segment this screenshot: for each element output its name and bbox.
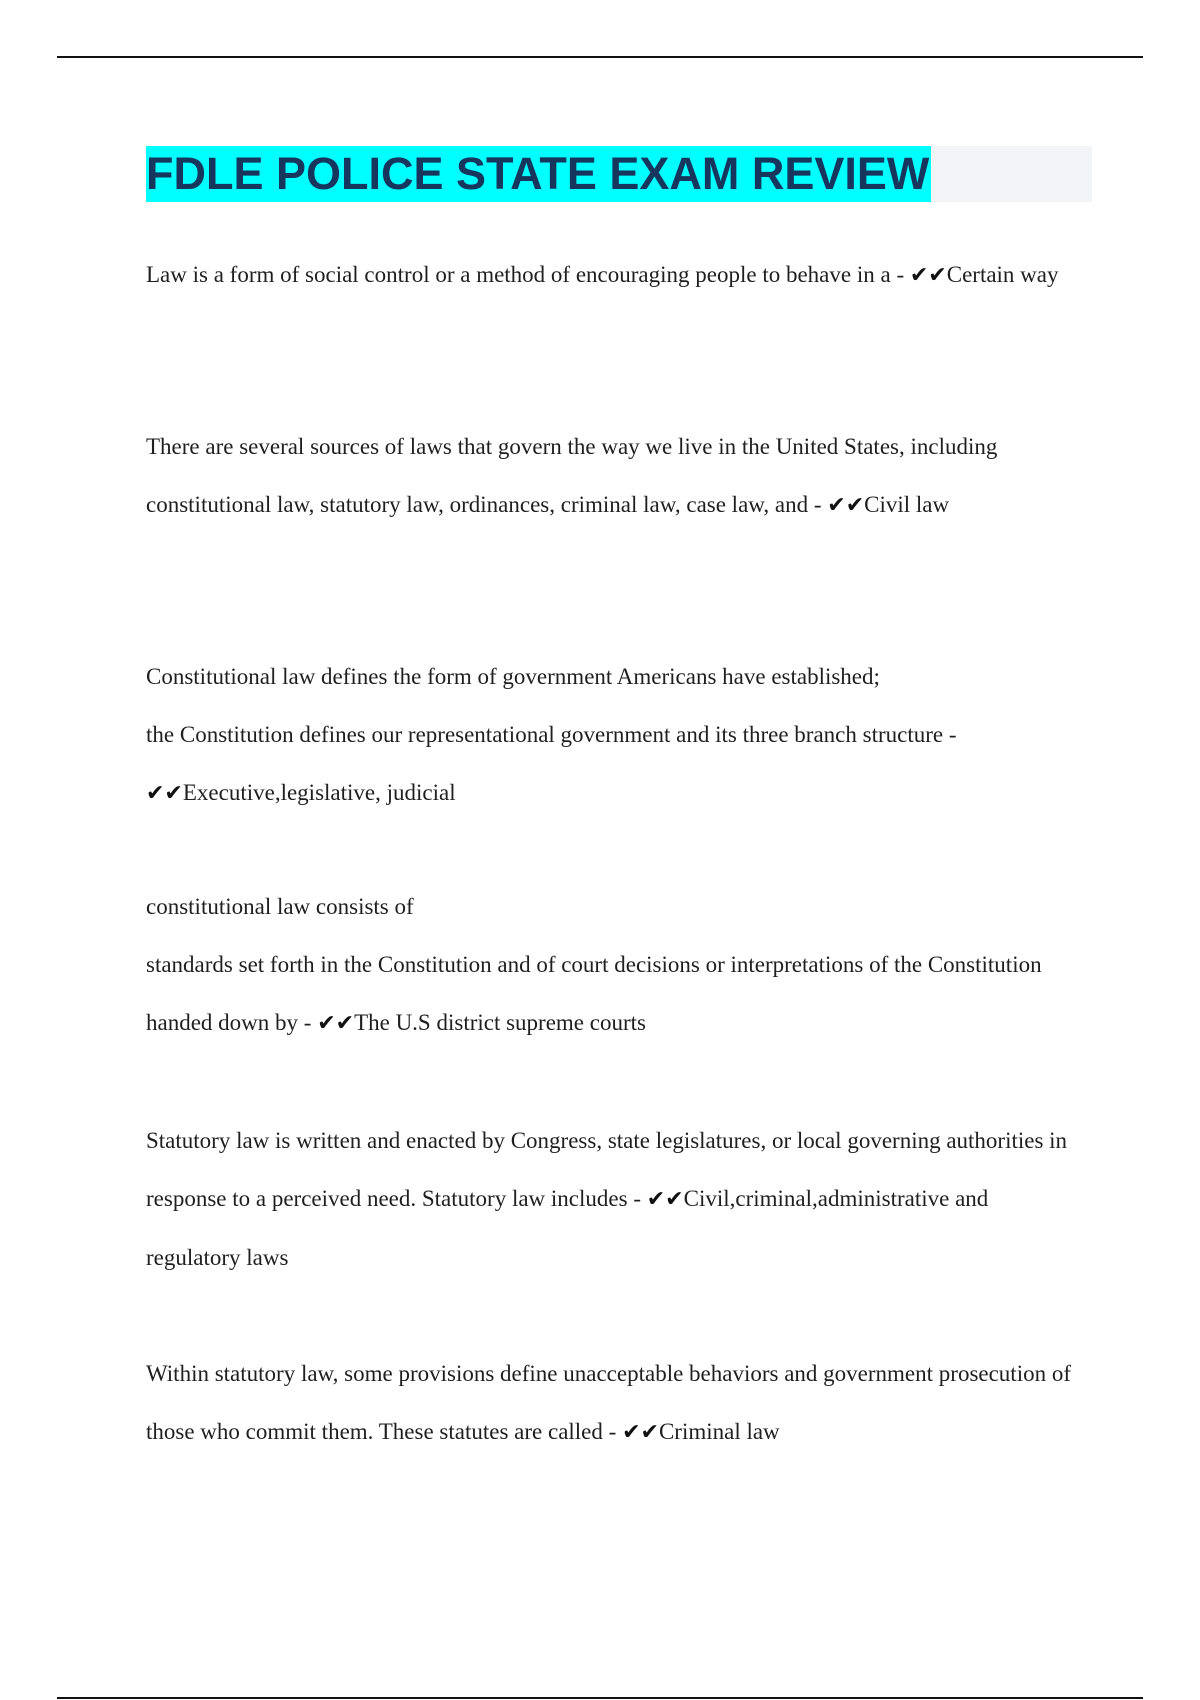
double-check-icon: ✔✔	[622, 1420, 659, 1445]
qa-entry	[146, 1112, 1086, 1287]
page-title: FDLE POLICE STATE EXAM REVIEW	[146, 146, 931, 202]
double-check-icon: ✔✔	[317, 1011, 355, 1036]
qa-entry	[146, 1345, 1086, 1462]
question-text: constitutional law consists of standards set forth in the Constitution and of court decisions or interpretations of the Constitution handed down by -	[146, 894, 1042, 1035]
top-rule	[57, 56, 1143, 58]
bottom-rule	[57, 1697, 1143, 1699]
double-check-icon: ✔✔	[146, 781, 183, 806]
answer-text: Civil law	[864, 492, 950, 517]
qa-entry	[146, 418, 1086, 535]
answer-text: The U.S district supreme courts	[354, 1010, 646, 1035]
question-text: Law is a form of social control or a method of encouraging people to behave in a -	[146, 262, 910, 287]
qa-entry	[146, 246, 1086, 305]
question-text: Within statutory law, some provisions define unacceptable behaviors and government prosecution of those who commit them. These statutes are called -	[146, 1361, 1077, 1444]
qa-entry	[146, 878, 1086, 1053]
answer-text: Criminal law	[658, 1419, 780, 1444]
question-text: There are several sources of laws that govern the way we live in the United States, including constitutional law, statutory law, ordinances, criminal law, case law, and -	[146, 434, 1004, 517]
answer-text: Certain way	[946, 262, 1059, 287]
question-text: Constitutional law defines the form of government Americans have established; the Constitution defines our representational government and its three branch structure -	[146, 664, 957, 747]
qa-entry	[146, 648, 1086, 823]
question-text: Statutory law is written and enacted by Congress, state legislatures, or local governing authorities in response to a perceived need. Statutory law includes -	[146, 1128, 1073, 1211]
answer-text: Executive,legislative, judicial	[182, 780, 456, 805]
double-check-icon: ✔✔	[909, 263, 947, 288]
double-check-icon: ✔✔	[827, 493, 865, 518]
double-check-icon: ✔✔	[646, 1187, 684, 1212]
answer-text: Civil,criminal,administrative and regulatory laws	[146, 1186, 995, 1270]
